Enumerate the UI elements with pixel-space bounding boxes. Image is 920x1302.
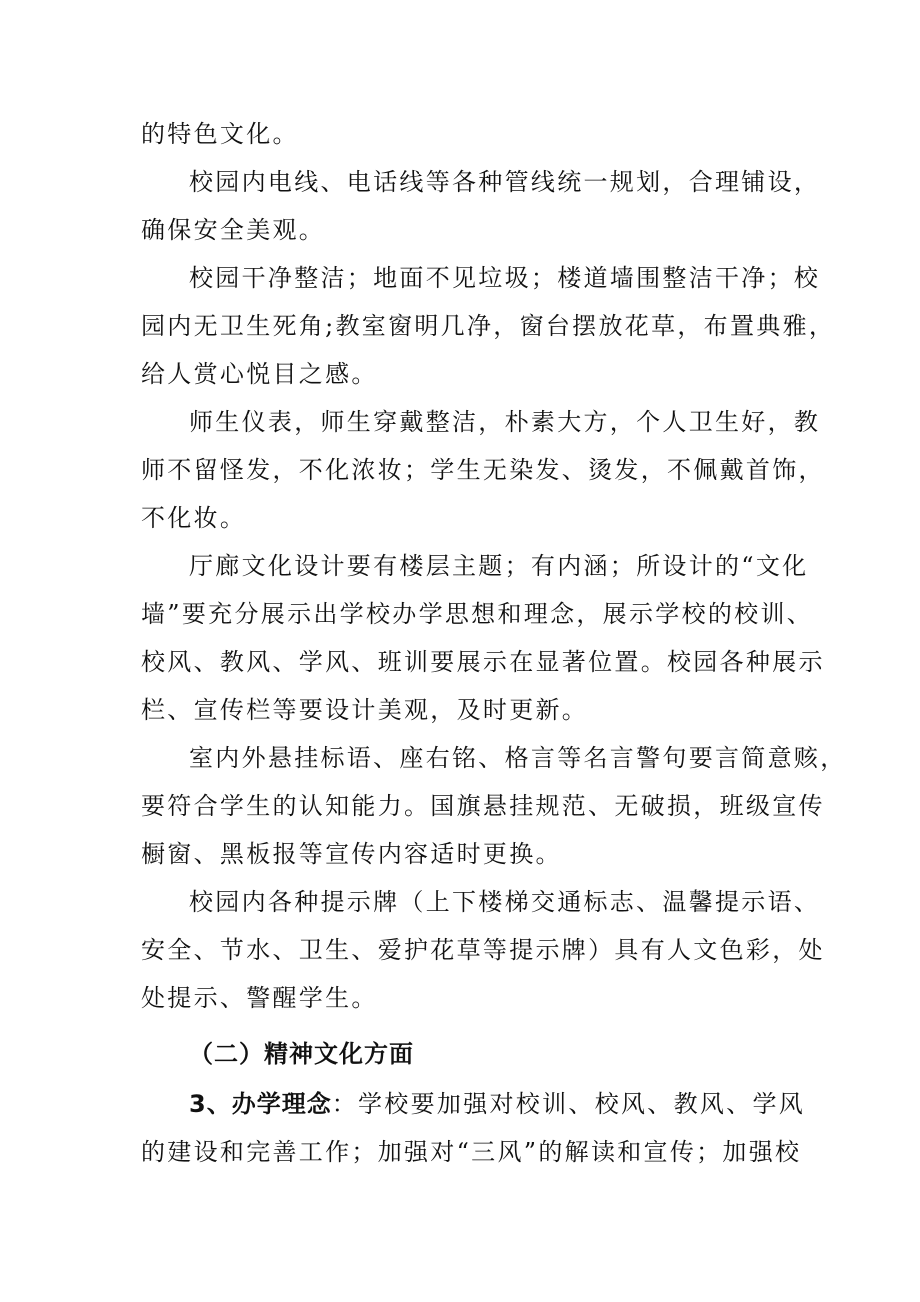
text-line: 师生仪表，师生穿戴整洁，朴素大方，个人卫生好，教	[189, 408, 821, 436]
text-line: 橱窗、黑板报等宣传内容适时更换。	[141, 840, 562, 868]
text-line: 安全、节水、卫生、爱护花草等提示牌）具有人文色彩，处	[141, 936, 825, 964]
body-text-block	[141, 110, 847, 1022]
item-3-line-2: 的建设和完善工作；加强对“三风”的解读和宣传；加强校	[141, 1138, 802, 1166]
section-heading: （二）精神文化方面	[189, 1040, 414, 1068]
text-line: 校风、教风、学风、班训要展示在显著位置。校园各种展示	[141, 648, 825, 676]
text-line: 校园内电线、电话线等各种管线统一规划，合理铺设，	[189, 168, 821, 196]
item-3-text: ：学校要加强对校训、校风、教风、学风	[331, 1090, 806, 1118]
text-line: 给人赏心悦目之感。	[141, 360, 378, 388]
text-line: 校园干净整洁；地面不见垃圾；楼道墙围整洁干净；校	[189, 264, 821, 292]
text-line: 园内无卫生死角;教室窗明几净，窗台摆放花草，布置典雅，	[141, 312, 836, 340]
text-line: 的特色文化。	[141, 120, 299, 148]
text-line: 厅廊文化设计要有楼层主题；有内涵；所设计的“文化	[189, 552, 809, 580]
item-3-block	[141, 1080, 806, 1176]
text-line: 校园内各种提示牌（上下楼梯交通标志、温馨提示语、	[189, 888, 821, 916]
text-line: 师不留怪发，不化浓妆；学生无染发、烫发，不佩戴首饰，	[141, 456, 825, 484]
text-line: 栏、宣传栏等要设计美观，及时更新。	[141, 696, 589, 724]
text-line: 室内外悬挂标语、座右铭、格言等名言警句要言简意赅，	[189, 744, 847, 772]
text-line: 要符合学生的认知能力。国旗悬挂规范、无破损，班级宣传	[141, 792, 825, 820]
item-3-line-1	[141, 1080, 806, 1128]
text-line: 墙”要充分展示出学校办学思想和理念，展示学校的校训、	[141, 600, 814, 628]
text-line: 确保安全美观。	[141, 216, 326, 244]
text-line: 处提示、警醒学生。	[141, 984, 378, 1012]
text-line: 不化妆。	[141, 504, 247, 532]
item-3-lead: 3、办学理念	[189, 1090, 332, 1118]
